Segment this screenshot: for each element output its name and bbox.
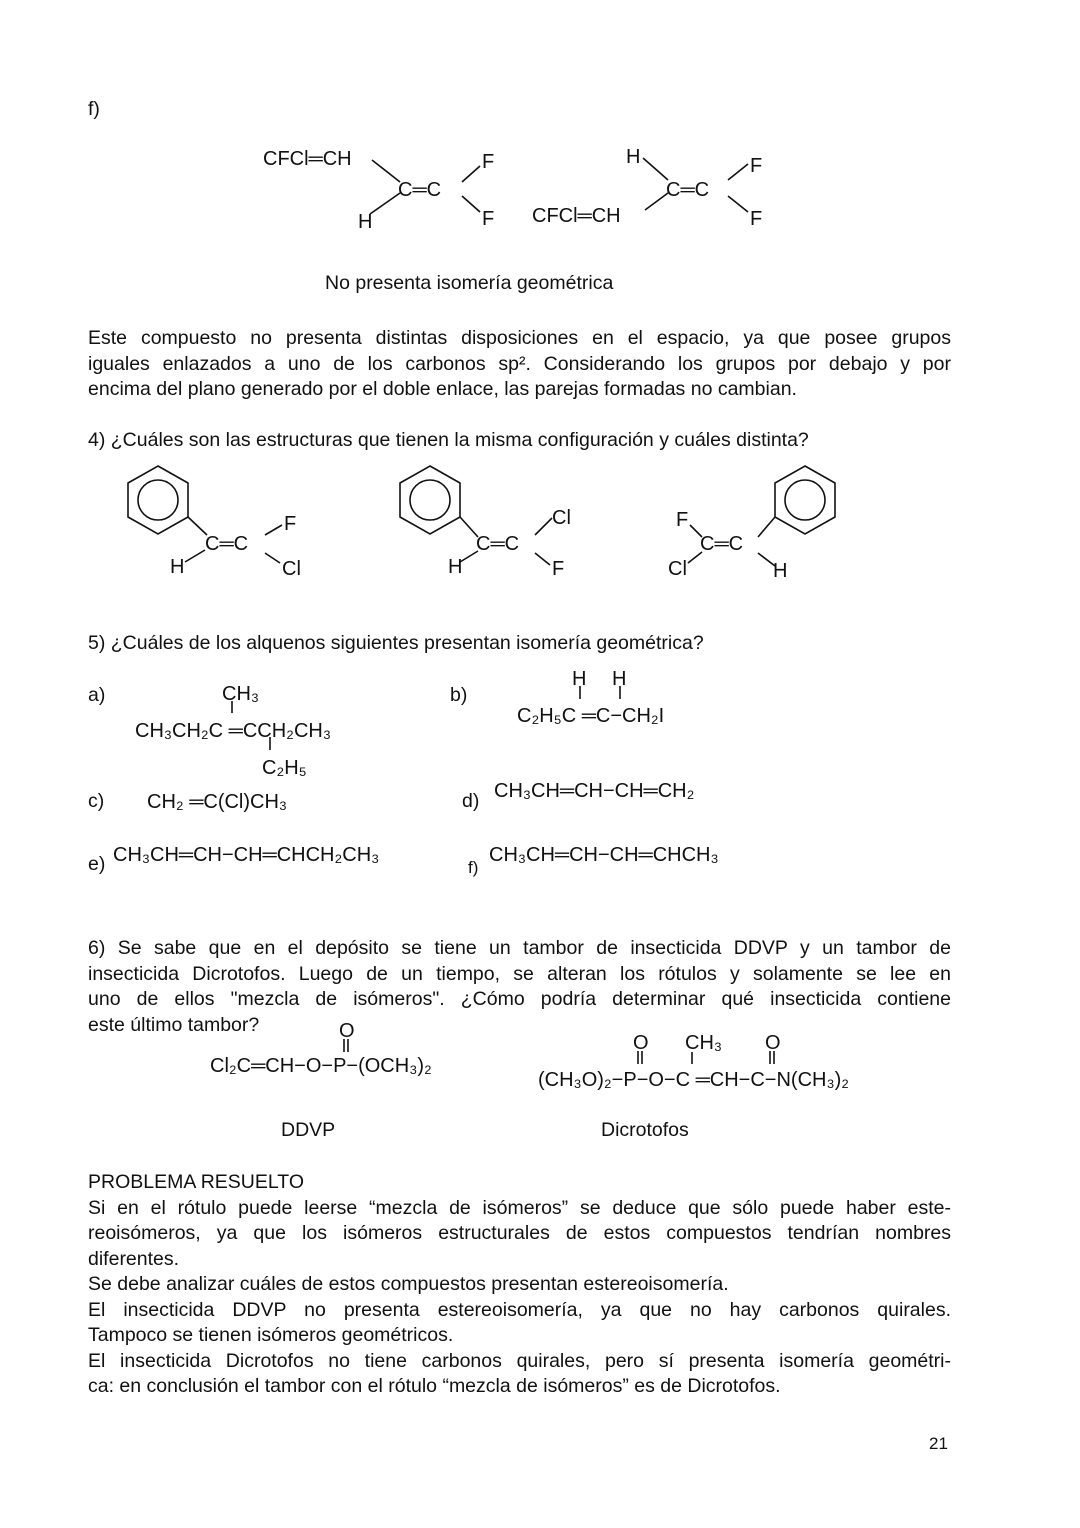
f-left-f2: F [482,208,495,230]
f-main: CH₃CH═CH−CH═CHCH₃ [489,844,719,866]
b-h2: H [612,668,627,690]
c-main: CH₂ ═C(Cl)CH₃ [147,791,288,813]
s3-cc: C═C [700,533,744,555]
e-main: CH₃CH═CH−CH═CHCH₂CH₃ [113,844,380,866]
s3-b: Cl [668,558,687,580]
f-left-top: CFCl═CH [263,148,352,170]
dicro-formula: (CH₃O)₂−P−O−C ═CH−C−N(CH₃)₂ [538,1069,850,1091]
s2-b: F [552,558,565,580]
ddvp-formula: Cl₂C═CH−O−P−(OCH₃)₂ [210,1055,432,1077]
f-right-h: H [626,146,641,168]
f-right-f2: F [750,208,763,230]
dicrotofos-name: Dicrotofos [601,1119,689,1141]
s3-h: H [773,560,788,582]
q4-question: 4) ¿Cuáles son las estructuras que tienen la misma configuración y cuáles distinta? [88,429,809,451]
ddvp-name: DDVP [281,1119,336,1141]
f-right-cc: C═C [666,179,710,201]
b-label: b) [450,684,468,706]
f-paragraph: Este compuesto no presenta distintas disposiciones en el espacio, ya que posee grupos iguales enlazados a uno de los carbonos sp². Considerando los grupos por debajo y por encima del plano generado por el doble enlace, las parejas formadas no cambian. [88,327,951,400]
s1-b: Cl [282,558,301,580]
s2-a: Cl [552,507,571,529]
f-left-h: H [358,211,373,233]
solution: PROBLEMA RESUELTO Si en el rótulo puede leerse “mezcla de isómeros” se deduce que sólo puede haber este- reoisómeros, ya que los isómeros estructurales de estos compuestos tendrían nombres diferentes. Se debe analizar cuáles de estos compuestos presentan estereoisomería. El insecticida DDVP no presenta estereoisomería, ya que no hay carbonos quirales. Tampoco se tienen isómeros geométricos. El insecticida Dicrotofos no tiene carbonos quirales, pero sí presenta isomería geométri- ca: en conclusión el tambor con el rótulo “mezcla de isómeros” es de Dicrotofos. [88,1171,951,1397]
dicro-ch3: CH₃ [685,1032,723,1054]
s1-a: F [284,513,297,535]
s1-h: H [170,556,185,578]
q6-paragraph: 6) Se sabe que en el depósito se tiene un tambor de insecticida DDVP y un tambor de insecticida Dicrotofos. Luego de un tiempo, se alteran los rótulos y solamente se lee en uno de ellos "mezcla de isómeros". ¿Cómo podría determinar qué insecticida contiene este último tambor? [88,937,951,1036]
f-label: f) [468,858,479,877]
f-left-f1: F [482,151,495,173]
b-main: C₂H₅C ═C−CH₂I [517,705,665,727]
s1-cc: C═C [205,533,249,555]
f-left-cc: C═C [398,179,442,201]
q5-question: 5) ¿Cuáles de los alquenos siguientes presentan isomería geométrica? [88,632,704,654]
s2-h: H [448,556,463,578]
s3-a: F [676,509,689,531]
a-bottom: C₂H₅ [262,757,307,779]
a-main: CH₃CH₂C ═CCH₂CH₃ [135,720,331,742]
page-number: 21 [929,1434,948,1453]
a-label: a) [88,684,106,706]
item-f-label: f) [88,98,100,120]
d-main: CH₃CH═CH−CH═CH₂ [494,780,695,802]
d-label: d) [462,790,480,812]
dicro-o1: O [633,1032,649,1054]
f-right-bottom: CFCl═CH [532,205,621,227]
b-h1: H [572,668,587,690]
f-right-f1: F [750,155,763,177]
e-label: e) [88,853,106,875]
s2-cc: C═C [476,533,520,555]
solution-title: PROBLEMA RESUELTO [88,1171,305,1193]
c-label: c) [88,790,105,812]
a-top: CH₃ [222,683,260,705]
f-caption: No presenta isomería geométrica [325,272,614,294]
ddvp-o: O [339,1020,355,1042]
dicro-o2: O [765,1032,781,1054]
